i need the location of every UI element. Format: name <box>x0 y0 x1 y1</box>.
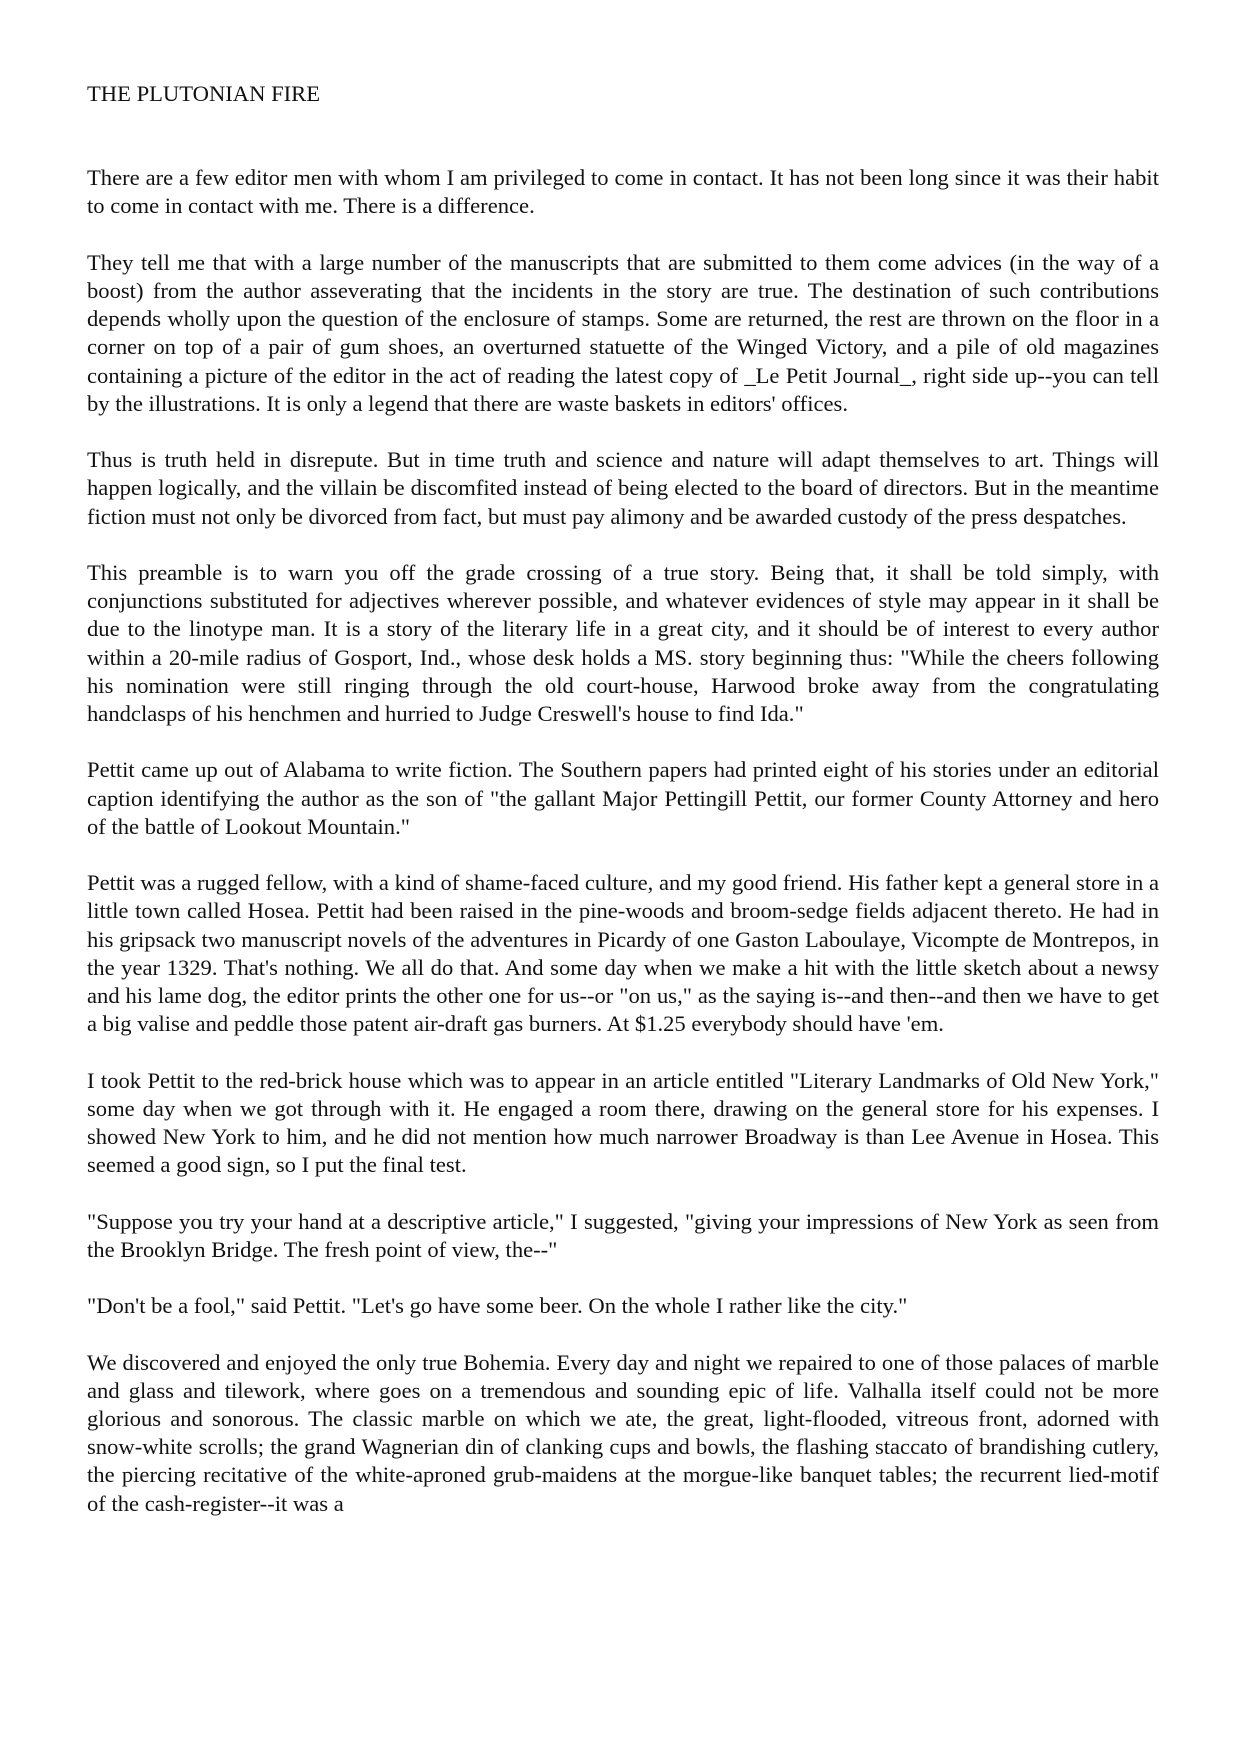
paragraph: They tell me that with a large number of the manuscripts that are submitted to them come advices (in the way of a boost) from the author asseverating that the incidents in the story are true. The destination of such contributions depends wholly upon the question of the enclosure of stamps. Some are returned, the rest are thrown on the floor in a corner on top of a pair of gum shoes, an overturned statuette of the Winged Victory, and a pile of old magazines containing a picture of the editor in the act of reading the latest copy of _Le Petit Journal_, right side up--you can tell by the illustrations. It is only a legend that there are waste baskets in editors' offices. <box>87 249 1159 416</box>
document-page <box>87 80 1159 1518</box>
paragraph: Thus is truth held in disrepute. But in time truth and science and nature will adapt themselves to art. Things will happen logically, and the villain be discomfited instead of being elected to the board of directors. But in the meantime fiction must not only be divorced from fact, but must pay alimony and be awarded custody of the press despatches. <box>87 447 1159 529</box>
paragraph: There are a few editor men with whom I am privileged to come in contact. It has not been long since it was their habit to come in contact with me. There is a difference. <box>87 165 1159 219</box>
paragraph: I took Pettit to the red-brick house which was to appear in an article entitled "Literary Landmarks of Old New York," some day when we got through with it. He engaged a room there, drawing on the general store for his expenses. I showed New York to him, and he did not mention how much narrower Broadway is than Lee Avenue in Hosea. This seemed a good sign, so I put the final test. <box>87 1067 1159 1178</box>
paragraph: "Suppose you try your hand at a descriptive article," I suggested, "giving your impressions of New York as seen from the Brooklyn Bridge. The fresh point of view, the--" <box>87 1208 1159 1262</box>
paragraph: Pettit was a rugged fellow, with a kind of shame-faced culture, and my good friend. His father kept a general store in a little town called Hosea. Pettit had been raised in the pine-woods and broom-sedge fields adjacent thereto. He had in his gripsack two manuscript novels of the adventures in Picardy of one Gaston Laboulaye, Vicompte de Montrepos, in the year 1329. That's nothing. We all do that. And some day when we make a hit with the little sketch about a newsy and his lame dog, the editor prints the other one for us--or "on us," as the saying is--and then--and then we have to get a big valise and peddle those patent air-draft gas burners. At $1.25 everybody should have 'em. <box>87 870 1159 1037</box>
paragraph: "Don't be a fool," said Pettit. "Let's go have some beer. On the whole I rather like the city." <box>87 1293 908 1319</box>
paragraph: Pettit came up out of Alabama to write fiction. The Southern papers had printed eight of his stories under an editorial caption identifying the author as the son of "the gallant Major Pettingill Pettit, our former County Attorney and hero of the battle of Lookout Mountain." <box>87 757 1159 839</box>
page-title: THE PLUTONIAN FIRE <box>87 81 321 106</box>
paragraph: We discovered and enjoyed the only true Bohemia. Every day and night we repaired to one of those palaces of marble and glass and tilework, where goes on a tremendous and sounding epic of life. Valhalla itself could not be more glorious and sonorous. The classic marble on which we ate, the great, light-flooded, vitreous front, adorned with snow-white scrolls; the grand Wagnerian din of clanking cups and bowls, the flashing staccato of brandishing cutlery, the piercing recitative of the white-aproned grub-maidens at the morgue-like banquet tables; the recurrent lied-motif of the cash-register--it was a <box>87 1349 1159 1516</box>
paragraph: This preamble is to warn you off the grade crossing of a true story. Being that, it shall be told simply, with conjunctions substituted for adjectives wherever possible, and whatever evidences of style may appear in it shall be due to the linotype man. It is a story of the literary life in a great city, and it should be of interest to every author within a 20-mile radius of Gosport, Ind., whose desk holds a MS. story beginning thus: "While the cheers following his nomination were still ringing through the old court-house, Harwood broke away from the congratulating handclasps of his henchmen and hurried to Judge Creswell's house to find Ida." <box>87 560 1159 727</box>
